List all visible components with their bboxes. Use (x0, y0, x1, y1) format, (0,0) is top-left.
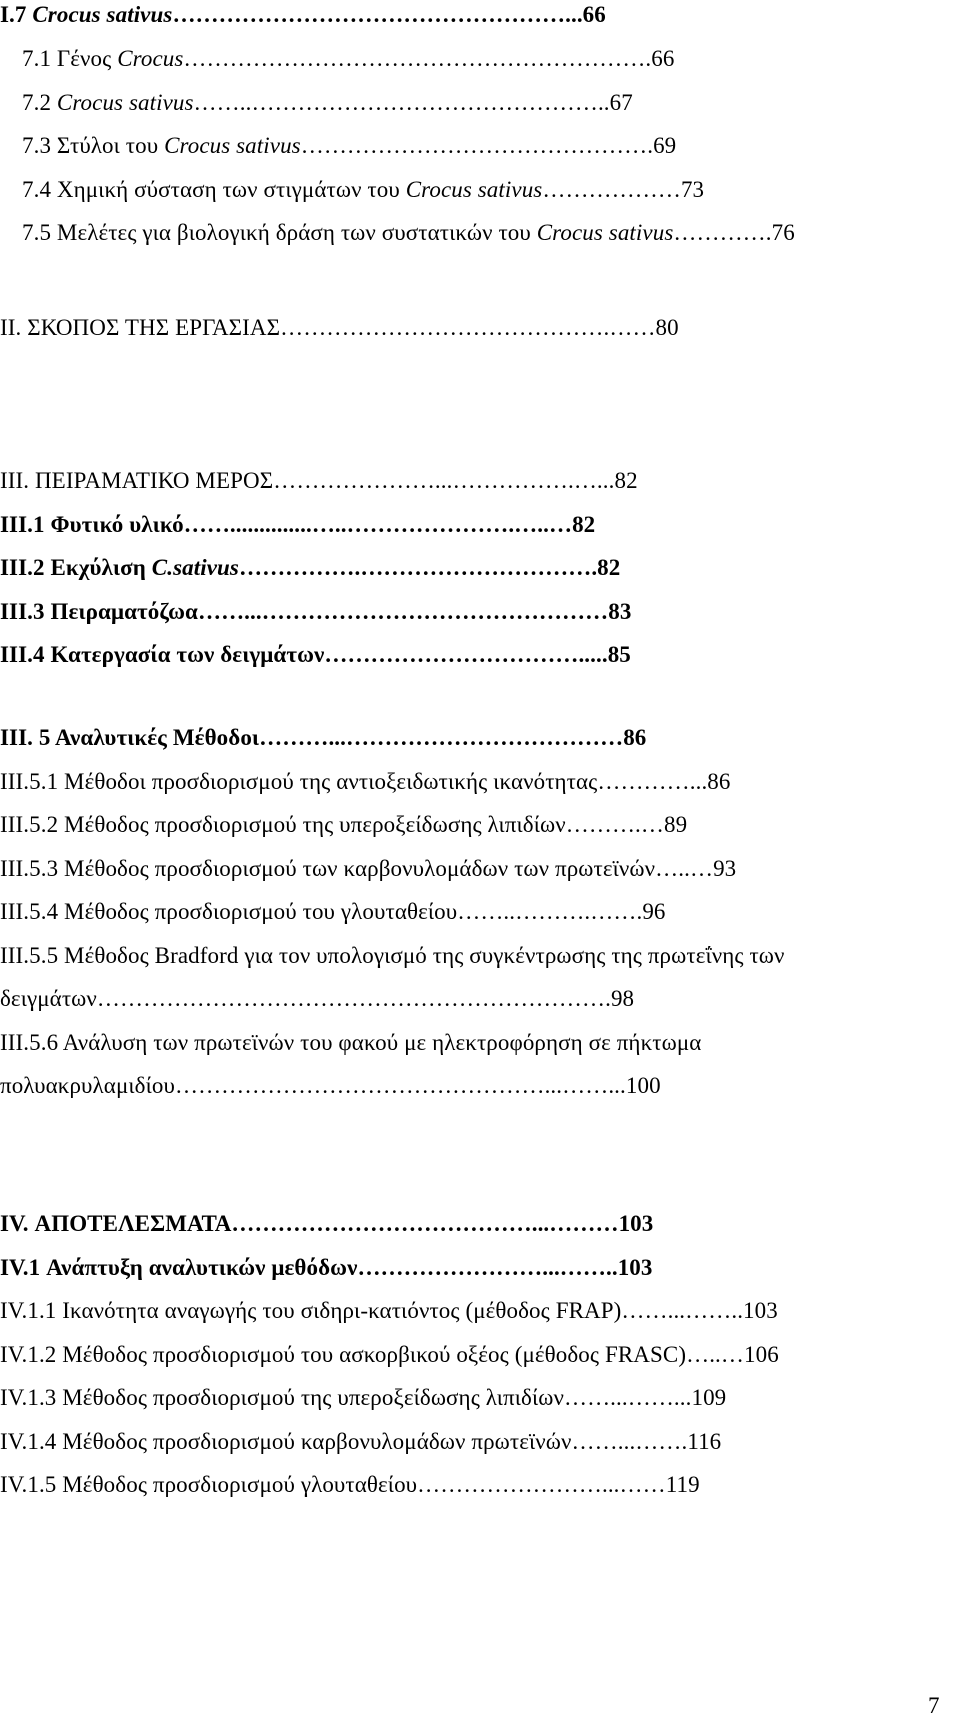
toc-entry-iii-5-6-cont: πολυακρυλαμιδίου…………………………………………...……...100 (0, 1073, 661, 1098)
toc-entry-7-4: 7.4 Χημική σύσταση των στιγμάτων του Crocus sativus………………73 (22, 177, 705, 202)
toc-entry-iii-5: ΙΙΙ. 5 Αναλυτικές Μέθοδοι………...………………………………86 (0, 725, 647, 750)
toc-entry-ii: ΙΙ. ΣΚΟΠΟΣ ΤΗΣ ΕΡΓΑΣΙΑΣ…………………………………….……80 (0, 315, 679, 340)
toc-entry-iii-2: ΙΙΙ.2 Εκχύλιση C.sativus…………….………………………….82 (0, 555, 621, 580)
toc-entry-iii-5-5: ΙΙΙ.5.5 Μέθοδος Bradford για τον υπολογισμό της συγκέντρωσης της πρωτεΐνης των (0, 943, 785, 968)
toc-entry-iv-1-3: IV.1.3 Μέθοδος προσδιορισμού της υπεροξείδωσης λιπιδίων……...……...109 (0, 1385, 727, 1410)
toc-entry-iii-3: ΙΙΙ.3 Πειραματόζωα……...………………………………………83 (0, 599, 632, 624)
toc-entry-iii-4: ΙΙΙ.4 Κατεργασία των δειγμάτων…………………………….....85 (0, 642, 631, 667)
toc-entry-iv-1-1: IV.1.1 Ικανότητα αναγωγής του σιδηρι-κατιόντος (μέθοδος FRAP)……...……..103 (0, 1298, 778, 1323)
toc-entry-7-3: 7.3 Στύλοι του Crocus sativus……………………………………….69 (22, 133, 677, 158)
toc-entry-iii-5-1: ΙΙΙ.5.1 Μέθοδοι προσδιορισμού της αντιοξειδωτικής ικανότητας…………...86 (0, 769, 731, 794)
toc-entry-7-2: 7.2 Crocus sativus……..………………………………………..67 (22, 90, 633, 115)
toc-entry-7-5: 7.5 Μελέτες για βιολογική δράση των συστατικών του Crocus sativus………….76 (22, 220, 795, 245)
toc-entry-iii-5-6: ΙΙΙ.5.6 Ανάλυση των πρωτεϊνών του φακού με ηλεκτροφόρηση σε πήκτωμα (0, 1030, 702, 1055)
toc-entry-iii-5-4: ΙΙΙ.5.4 Μέθοδος προσδιορισμού του γλουταθείου……..……….…….96 (0, 899, 666, 924)
toc-entry-iv-1-2: IV.1.2 Μέθοδος προσδιορισμού του ασκορβικού οξέος (μέθοδος FRASC)…..…106 (0, 1342, 779, 1367)
toc-entry-iv-1: IV.1 Ανάπτυξη αναλυτικών μεθόδων……………………...……..103 (0, 1255, 653, 1280)
toc-entry-7-1: 7.1 Γένος Crocus…………………………………………………….66 (22, 46, 675, 71)
toc-entry-iv-1-4: IV.1.4 Μέθοδος προσδιορισμού καρβονυλομάδων πρωτεϊνών……...…….116 (0, 1429, 722, 1454)
toc-entry-iii-5-5-cont: δειγμάτων………………………………………………………….98 (0, 986, 635, 1011)
page-number: 7 (928, 1693, 940, 1718)
toc-entry-i7: I.7 Crocus sativus……………………………………………...66 (0, 2, 606, 27)
toc-entry-iii-5-3: ΙΙΙ.5.3 Μέθοδος προσδιορισμού των καρβονυλομάδων των πρωτεϊνών…..…93 (0, 856, 737, 881)
toc-entry-iii: ΙΙΙ. ΠΕΙΡΑΜΑΤΙΚΟ ΜΕΡΟΣ…………………...…………….…...82 (0, 468, 638, 493)
toc-entry-iii-1: ΙΙΙ.1 Φυτικό υλικό……..............…..………………….…..…82 (0, 512, 596, 537)
toc-entry-iv-1-5: IV.1.5 Μέθοδος προσδιορισμού γλουταθείου……………………...……119 (0, 1472, 700, 1497)
toc-entry-iv: IV. ΑΠΟΤΕΛΕΣΜΑΤΑ…………………………………...………103 (0, 1211, 654, 1236)
toc-entry-iii-5-2: ΙΙΙ.5.2 Μέθοδος προσδιορισμού της υπεροξείδωσης λιπιδίων……….…89 (0, 812, 688, 837)
